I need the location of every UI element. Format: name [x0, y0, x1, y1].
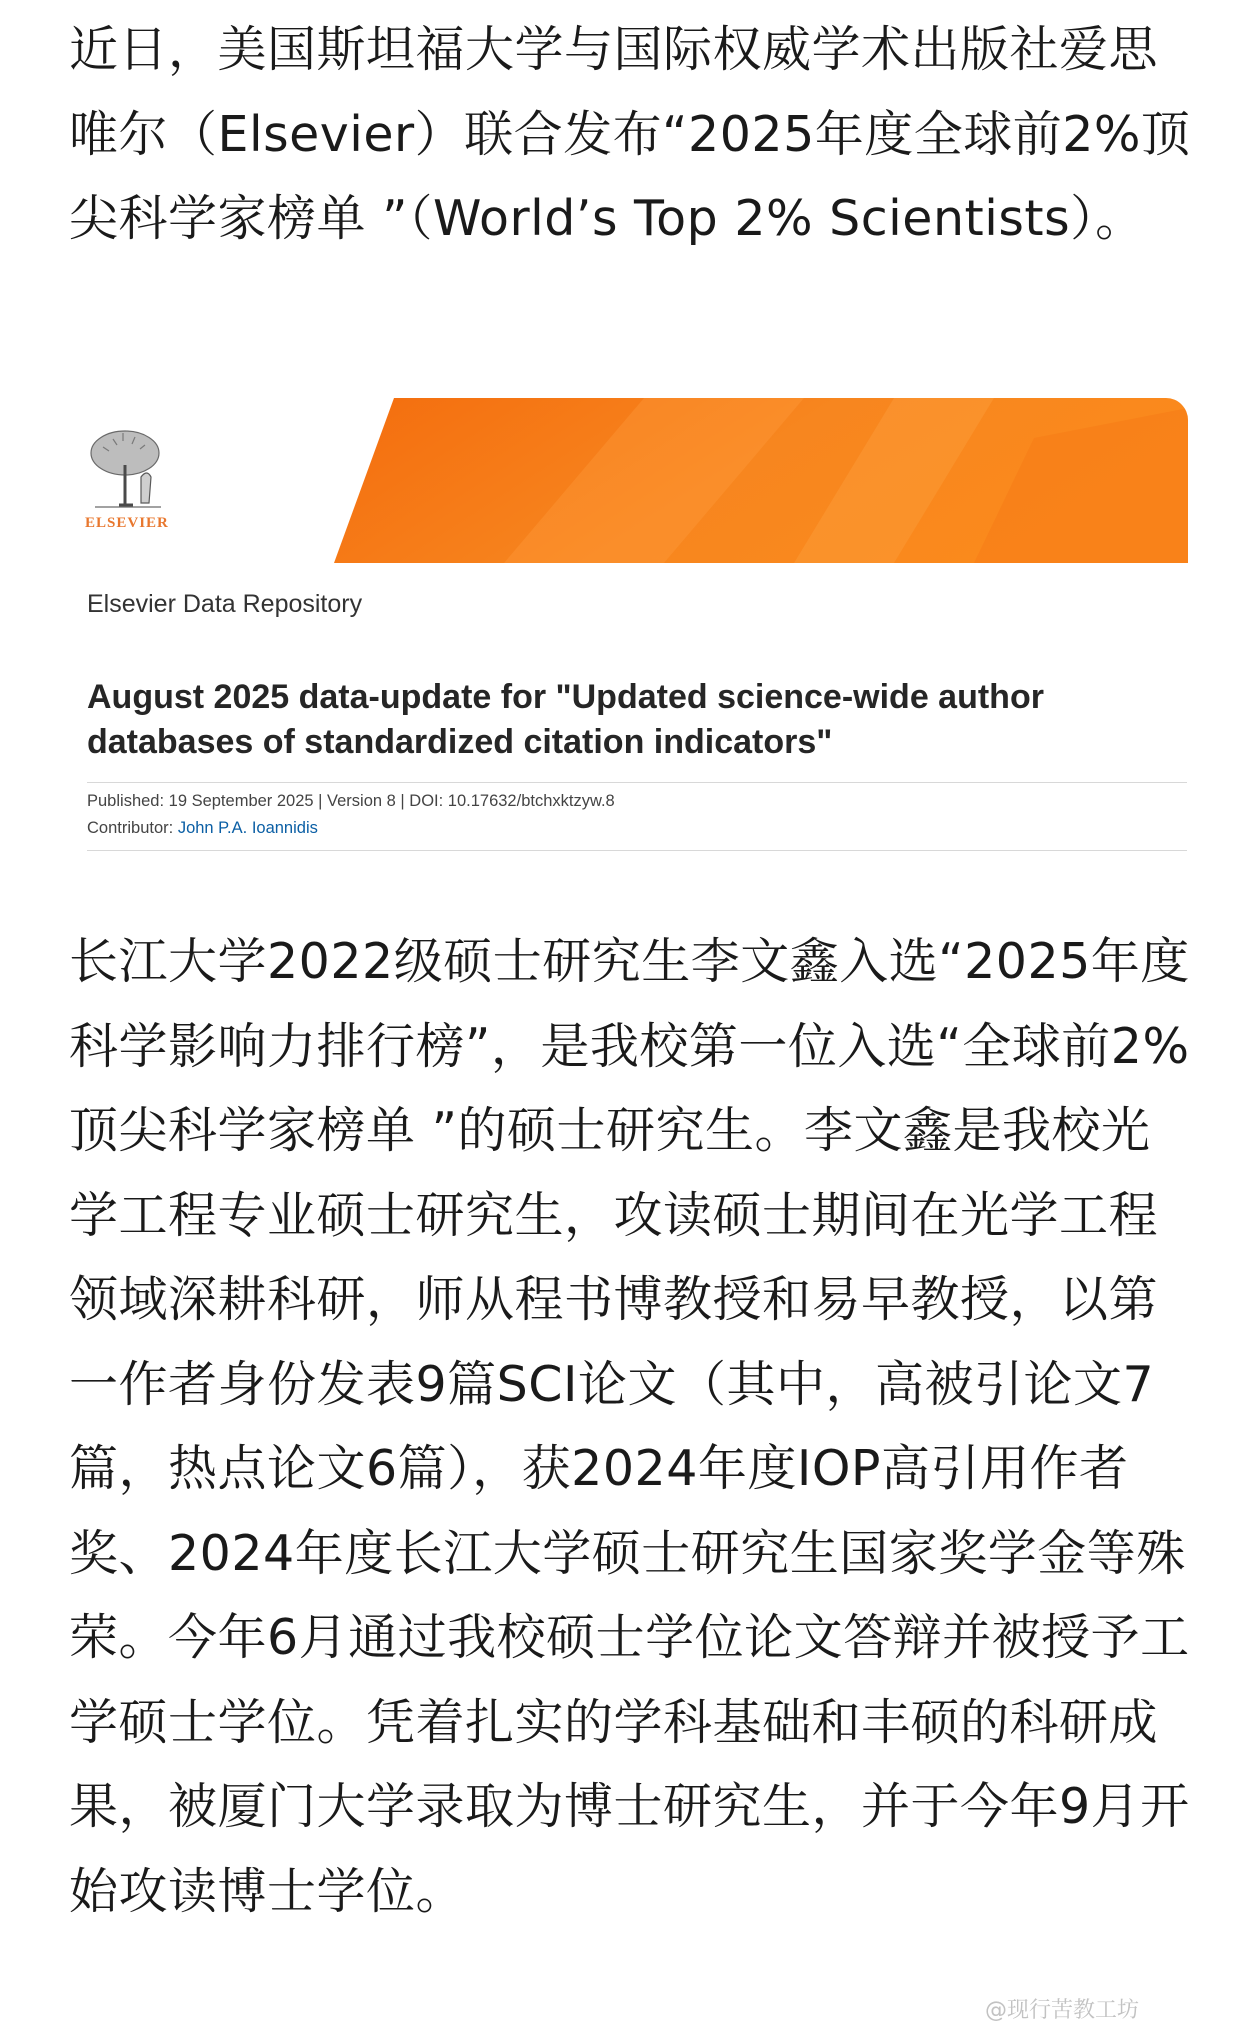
orange-banner [334, 398, 1188, 563]
repository-label: Elsevier Data Repository [87, 590, 363, 618]
published-info: Published: 19 September 2025 | Version 8 | DOI: 10.17632/btchxktzyw.8 [87, 792, 615, 810]
watermark: @现行苦教工坊 [985, 1998, 1140, 2023]
divider [87, 782, 1187, 783]
contributor-label: Contributor: [87, 819, 174, 837]
body-paragraph: 长江大学2022级硕士研究生李文鑫入选“2025年度科学影响力排行榜”，是我校第一位入选“全球前2%顶尖科学家榜单 ”的硕士研究生。李文鑫是我校光学工程专业硕士研究生，攻读硕士期间在光学工程领域深耕科研，师从程书博教授和易早教授，以第一作者身份发表9篇SCI论文（其中，高被引论文7篇，热点论文6篇），获2024年度IOP高引用作者奖、2024年度长江大学硕士研究生国家奖学金等殊荣。今年6月通过我校硕士学位论文答辩并被授予工学硕士学位。凭着扎实的学科基础和丰硕的科研成果，被厦门大学录取为博士研究生，并于今年9月开始攻读博士学位。 [69, 933, 1190, 1920]
dataset-title: August 2025 data-update for "Updated science-wide author databases of standardized citation indicators" [87, 678, 1044, 761]
elsevier-dataset-screenshot [69, 395, 1189, 855]
contributor-link[interactable]: John P.A. Ioannidis [177, 819, 318, 837]
contributor-line [87, 819, 318, 838]
elsevier-wordmark: ELSEVIER [85, 515, 169, 531]
divider [87, 850, 1187, 851]
intro-paragraph: 近日，美国斯坦福大学与国际权威学术出版社爱思唯尔（Elsevier）联合发布“2025年度全球前2%顶尖科学家榜单 ”（World’s Top 2% Scientists）。 [69, 21, 1191, 247]
